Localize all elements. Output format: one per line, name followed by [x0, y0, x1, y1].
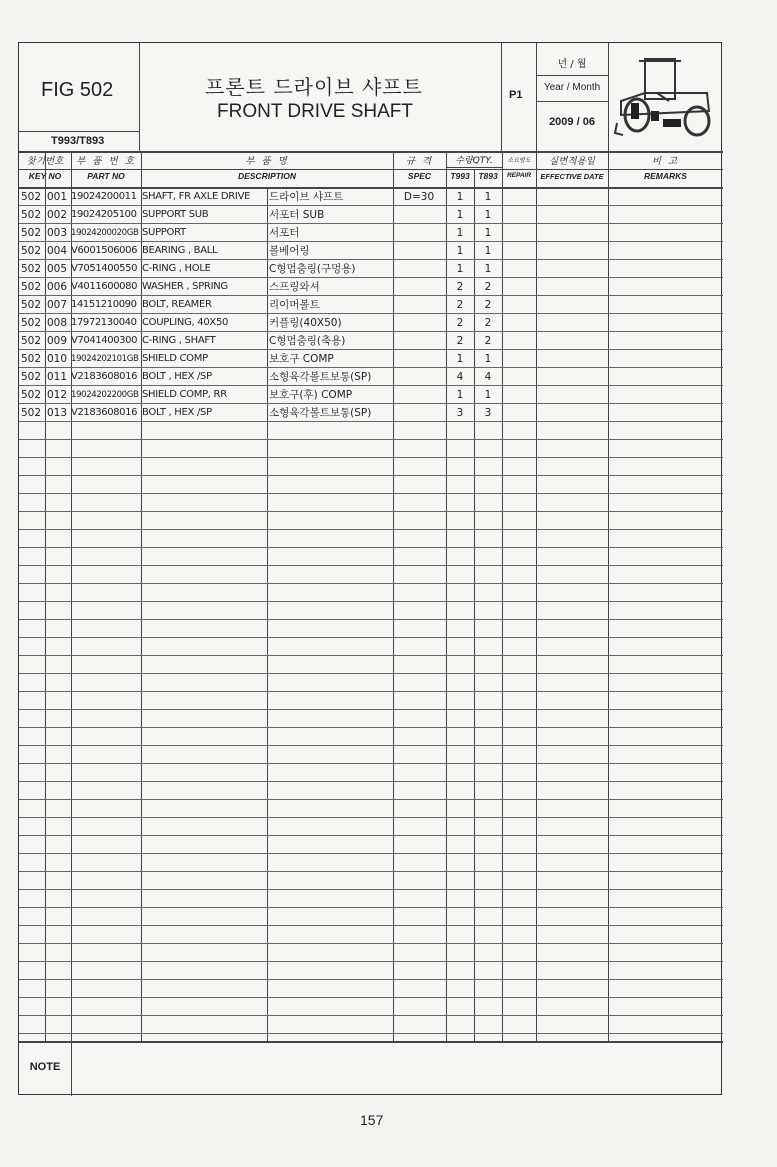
part-no-cell: 19024200011 [71, 191, 137, 202]
qty-t893-cell: 1 [484, 353, 492, 365]
qty-t893-cell: 1 [484, 245, 492, 257]
grid-line [19, 637, 723, 638]
fig-cell: 502 [21, 335, 42, 347]
repair-header-korean: 소요범도 [507, 157, 531, 164]
fig-cell: 502 [21, 245, 42, 257]
qty-t893-cell: 1 [484, 191, 492, 203]
qty-t993-cell: 1 [456, 353, 464, 365]
qty-t993-cell: 2 [456, 335, 464, 347]
description-korean-cell: 소형육각볼트보통(SP) [269, 371, 372, 383]
qty-t993-cell: 1 [456, 209, 464, 221]
key-no-cell: 009 [47, 335, 68, 347]
part-no-cell: V2183608016 [71, 371, 138, 382]
grid-line [19, 601, 723, 602]
grid-line [19, 439, 723, 440]
qty-t893-cell: 2 [484, 335, 492, 347]
effective-date-header-korean: 실변적용일 [549, 156, 595, 167]
grid-line [19, 547, 723, 548]
key-no-cell: 007 [47, 299, 68, 311]
grid-line [19, 457, 723, 458]
qty-t893-header: T893 [478, 171, 498, 181]
description-cell: SHIELD COMP, RR [142, 389, 227, 400]
grid-line [19, 529, 723, 530]
grid-line [19, 925, 723, 926]
grid-line [19, 961, 723, 962]
spec-cell: D=30 [403, 191, 435, 203]
qty-t993-cell: 2 [456, 299, 464, 311]
key-no-cell: 006 [47, 281, 68, 293]
part-no-header-korean: 부 품 번 호 [76, 156, 136, 167]
qty-t993-cell: 1 [456, 389, 464, 401]
grid-line [19, 565, 723, 566]
description-header-korean: 부 품 명 [245, 156, 289, 167]
description-cell: COUPLING, 40X50 [142, 317, 229, 328]
fig-cell: 502 [21, 209, 42, 221]
remarks-header-korean: 비 고 [651, 156, 680, 167]
qty-t893-cell: 1 [484, 389, 492, 401]
grid-line [19, 979, 723, 980]
part-no-cell: V4011600080 [71, 281, 138, 292]
description-korean-cell: 볼베어링 [269, 245, 310, 257]
qty-t893-cell: 1 [484, 209, 492, 221]
tractor-icon [611, 53, 717, 143]
description-cell: SUPPORT SUB [142, 209, 209, 220]
grid-line [19, 1015, 723, 1016]
qty-t993-cell: 1 [456, 245, 464, 257]
part-no-cell: 14151210090 [71, 299, 137, 310]
remarks-header: REMARKS [644, 171, 687, 181]
grid-line [19, 655, 723, 656]
description-cell: BOLT, REAMER [142, 299, 212, 310]
grid-line [19, 583, 723, 584]
description-cell: BOLT , HEX /SP [142, 407, 212, 418]
grid-line [19, 799, 723, 800]
grid-line [19, 889, 723, 890]
grid-line [19, 835, 723, 836]
description-cell: WASHER , SPRING [142, 281, 228, 292]
fig-cell: 502 [21, 407, 42, 419]
part-no-cell: 19024205100 [71, 209, 137, 220]
key-no-cell: 001 [47, 191, 68, 203]
description-cell: SUPPORT [142, 227, 186, 238]
key-no-cell: 005 [47, 263, 68, 275]
part-no-cell: V7051400550 [71, 263, 138, 274]
description-korean-cell: C형멈춤링(구멍용) [269, 263, 356, 275]
parts-sheet [18, 42, 722, 1095]
qty-t893-cell: 3 [484, 407, 492, 419]
qty-t993-header: T993 [450, 171, 470, 181]
qty-t993-cell: 3 [456, 407, 464, 419]
description-korean-cell: 보호구(후) COMP [269, 389, 353, 401]
part-no-header: PART NO [87, 171, 125, 181]
key-no-cell: 003 [47, 227, 68, 239]
description-korean-cell: 스프링와셔 [269, 281, 320, 293]
fig-number: FIG 502 [41, 79, 114, 101]
qty-t893-cell: 2 [484, 281, 492, 293]
qty-header: 수량QTY. [455, 156, 493, 166]
part-no-cell: 19024202200GB [71, 390, 139, 400]
key-no-cell: 004 [47, 245, 68, 257]
part-no-cell: 19024202101GB [71, 354, 139, 364]
description-korean-cell: C형멈춤링(축용) [269, 335, 346, 347]
part-no-cell: V7041400300 [71, 335, 138, 346]
fig-cell: 502 [21, 281, 42, 293]
qty-t993-cell: 1 [456, 263, 464, 275]
description-korean-cell: 커플링(40X50) [269, 317, 342, 329]
description-korean-cell: 리이머볼트 [269, 299, 320, 311]
key-no-cell: 012 [47, 389, 68, 401]
effective-date-header: EFFECTIVE DATE [540, 172, 604, 181]
qty-t993-cell: 2 [456, 317, 464, 329]
description-korean-cell: 보호구 COMP [269, 353, 334, 365]
key-no-header-korean: 찾기번호 [26, 156, 64, 167]
part-no-cell: 19024200020GB [71, 228, 139, 238]
year-month-value: 2009 / 06 [549, 116, 595, 128]
grid-line [19, 1033, 723, 1034]
fig-cell: 502 [21, 317, 42, 329]
key-no-cell: 011 [47, 371, 68, 383]
fig-cell: 502 [21, 227, 42, 239]
model-number: T993/T893 [51, 135, 105, 147]
qty-t993-cell: 2 [456, 281, 464, 293]
key-no-cell: 013 [47, 407, 68, 419]
grid-line [19, 781, 723, 782]
repair-header: REPAIR [506, 172, 532, 179]
grid-line [19, 709, 723, 710]
page-number: 157 [360, 1112, 384, 1128]
qty-t893-cell: 2 [484, 317, 492, 329]
spec-header: SPEC [407, 171, 432, 181]
description-cell: BEARING , BALL [142, 245, 218, 256]
grid-line [19, 475, 723, 476]
fig-cell: 502 [21, 263, 42, 275]
qty-t993-cell: 1 [456, 191, 464, 203]
description-korean-cell: 소형육각볼트보통(SP) [269, 407, 372, 419]
year-month-label: Year / Month [543, 82, 601, 93]
qty-t993-cell: 1 [456, 227, 464, 239]
grid-line [19, 871, 723, 872]
grid-line [19, 493, 723, 494]
description-cell: BOLT , HEX /SP [142, 371, 212, 382]
grid-line [19, 619, 723, 620]
grid-line [19, 817, 723, 818]
qty-t893-cell: 4 [484, 371, 492, 383]
fig-cell: 502 [21, 353, 42, 365]
grid-line [19, 691, 723, 692]
title-english: FRONT DRIVE SHAFT [217, 101, 413, 122]
description-cell: SHAFT, FR AXLE DRIVE [142, 191, 251, 202]
grid-line [19, 673, 723, 674]
spec-header-korean: 규 격 [405, 156, 434, 167]
description-cell: C-RING , HOLE [142, 263, 211, 274]
description-cell: C-RING , SHAFT [142, 335, 216, 346]
grid-line [19, 907, 723, 908]
fig-cell: 502 [21, 191, 42, 203]
qty-t893-cell: 2 [484, 299, 492, 311]
grid-line [19, 763, 723, 764]
part-no-cell: 17972130040 [71, 317, 137, 328]
part-no-cell: V2183608016 [71, 407, 138, 418]
grid-line [19, 727, 723, 728]
grid-line [19, 997, 723, 998]
qty-t893-cell: 1 [484, 227, 492, 239]
grid-line [19, 511, 723, 512]
key-no-header: KEY NO [28, 171, 62, 181]
qty-t893-cell: 1 [484, 263, 492, 275]
qty-t993-cell: 4 [456, 371, 464, 383]
title-korean: 프론트 드라이브 샤프트 [205, 75, 423, 99]
key-no-cell: 008 [47, 317, 68, 329]
part-no-cell: V6001506006 [71, 245, 138, 256]
key-no-cell: 002 [47, 209, 68, 221]
description-header: DESCRIPTION [237, 171, 297, 181]
grid-line [19, 745, 723, 746]
description-korean-cell: 서포터 SUB [269, 209, 325, 221]
description-cell: SHIELD COMP [142, 353, 208, 364]
note-label: NOTE [29, 1061, 61, 1073]
year-month-label-korean: 년 / 월 [557, 59, 587, 70]
grid-line [19, 853, 723, 854]
page-code: P1 [509, 89, 523, 101]
key-no-cell: 010 [47, 353, 68, 365]
fig-cell: 502 [21, 371, 42, 383]
fig-cell: 502 [21, 389, 42, 401]
fig-cell: 502 [21, 299, 42, 311]
description-korean-cell: 드라이브 샤프트 [269, 191, 344, 203]
grid-line [19, 943, 723, 944]
description-korean-cell: 서포터 [269, 227, 300, 239]
